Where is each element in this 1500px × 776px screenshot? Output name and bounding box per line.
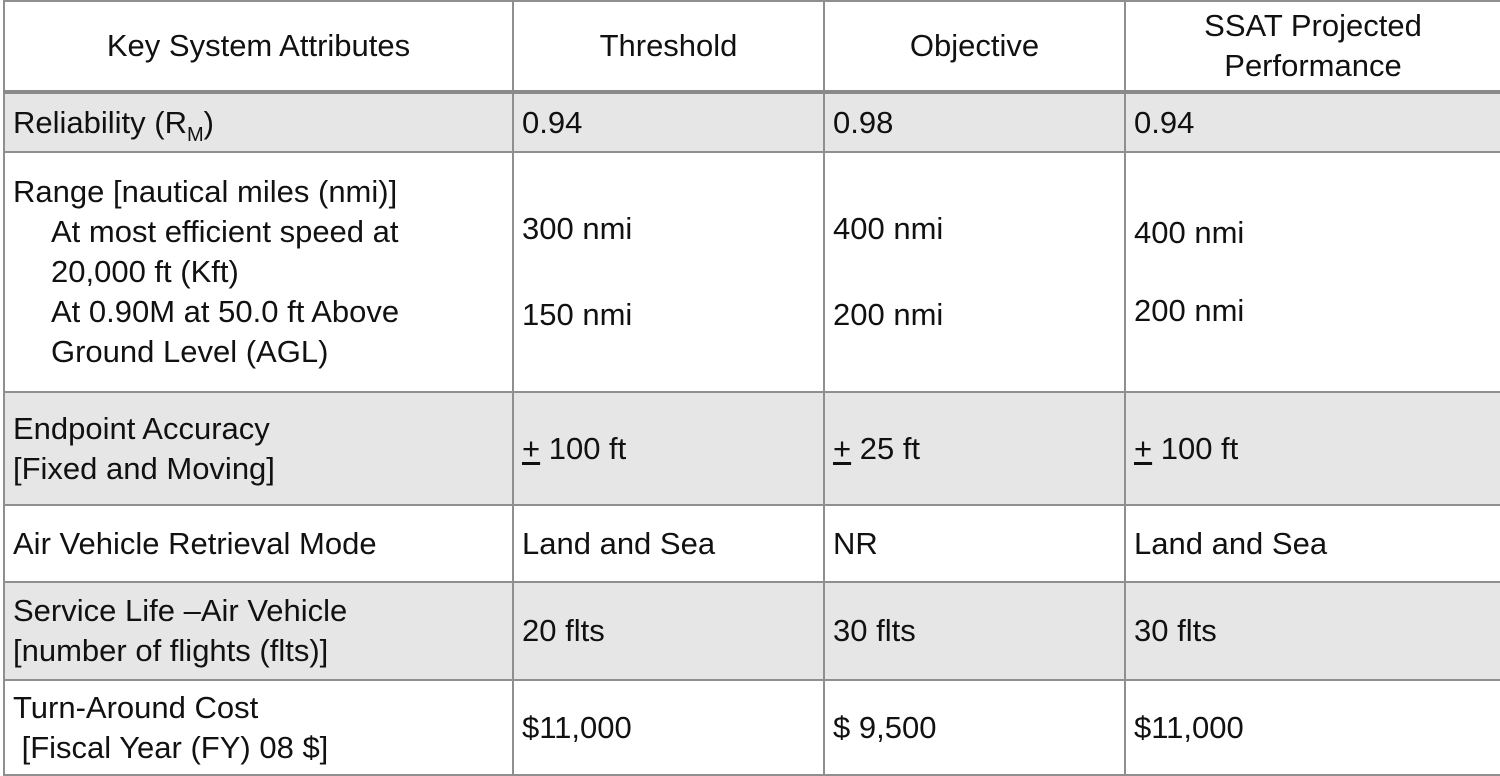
table-header-row — [4, 1, 1500, 92]
service-life-label-line2: [number of flights (flts)] — [13, 633, 329, 668]
turnaround-objective: $ 9,500 — [824, 680, 1125, 775]
turnaround-label — [4, 680, 513, 775]
range-label — [4, 152, 513, 392]
header-col4-line1: SSAT Projected — [1204, 8, 1422, 43]
range-objective-agl: 200 nmi — [833, 297, 944, 332]
header-objective: Objective — [824, 1, 1125, 92]
plus-minus-symbol: + — [1134, 430, 1153, 466]
service-life-label-line1: Service Life –Air Vehicle — [13, 593, 348, 628]
reliability-projected: 0.94 — [1125, 92, 1500, 152]
endpoint-label-line1: Endpoint Accuracy — [13, 410, 270, 446]
header-threshold: Threshold — [513, 1, 824, 92]
header-col4-line2: Performance — [1224, 48, 1402, 83]
endpoint-projected-value: 100 ft — [1152, 430, 1239, 466]
range-projected-agl: 200 nmi — [1134, 293, 1245, 328]
header-ssat-projected-performance — [1125, 1, 1500, 92]
endpoint-threshold — [513, 392, 824, 505]
table-row-reliability — [4, 92, 1500, 152]
endpoint-projected — [1125, 392, 1500, 505]
service-life-projected: 30 flts — [1125, 582, 1500, 680]
plus-minus-symbol: + — [522, 430, 541, 466]
turnaround-label-line1: Turn-Around Cost — [13, 689, 259, 725]
endpoint-threshold-value: 100 ft — [540, 430, 627, 466]
retrieval-objective: NR — [824, 505, 1125, 582]
range-label-main: Range [nautical miles (nmi)] — [13, 174, 398, 209]
key-system-attributes-table — [3, 0, 1500, 776]
header-key-system-attributes: Key System Attributes — [4, 1, 513, 92]
turnaround-label-line2: [Fiscal Year (FY) 08 $] — [13, 729, 329, 765]
turnaround-threshold: $11,000 — [513, 680, 824, 775]
table-row-range — [4, 152, 1500, 392]
range-threshold-efficient: 300 nmi — [522, 211, 633, 246]
reliability-label-subscript: M — [186, 123, 204, 146]
turnaround-projected: $11,000 — [1125, 680, 1500, 775]
range-projected-efficient: 400 nmi — [1134, 215, 1245, 250]
table-row-turnaround-cost — [4, 680, 1500, 775]
range-sub2-line2: Ground Level (AGL) — [51, 334, 329, 369]
retrieval-label: Air Vehicle Retrieval Mode — [4, 505, 513, 582]
endpoint-objective — [824, 392, 1125, 505]
endpoint-label-line2: [Fixed and Moving] — [13, 450, 275, 486]
reliability-label-main: Reliability (R — [13, 104, 187, 140]
plus-minus-symbol: + — [833, 430, 852, 466]
service-life-threshold: 20 flts — [513, 582, 824, 680]
range-projected — [1125, 152, 1500, 392]
range-threshold — [513, 152, 824, 392]
table-row-service-life — [4, 582, 1500, 680]
retrieval-projected: Land and Sea — [1125, 505, 1500, 582]
range-threshold-agl: 150 nmi — [522, 297, 633, 332]
range-objective-efficient: 400 nmi — [833, 211, 944, 246]
service-life-label — [4, 582, 513, 680]
retrieval-threshold: Land and Sea — [513, 505, 824, 582]
reliability-label — [4, 92, 513, 152]
reliability-label-end: ) — [203, 104, 214, 140]
range-sub1-line1: At most efficient speed at — [51, 214, 399, 249]
table-row-retrieval-mode — [4, 505, 1500, 582]
range-sub1-line2: 20,000 ft (Kft) — [51, 254, 239, 289]
table-row-endpoint-accuracy — [4, 392, 1500, 505]
service-life-objective: 30 flts — [824, 582, 1125, 680]
endpoint-objective-value: 25 ft — [851, 430, 921, 466]
endpoint-label — [4, 392, 513, 505]
reliability-threshold: 0.94 — [513, 92, 824, 152]
range-objective — [824, 152, 1125, 392]
reliability-objective: 0.98 — [824, 92, 1125, 152]
range-sub2-line1: At 0.90M at 50.0 ft Above — [51, 294, 400, 329]
